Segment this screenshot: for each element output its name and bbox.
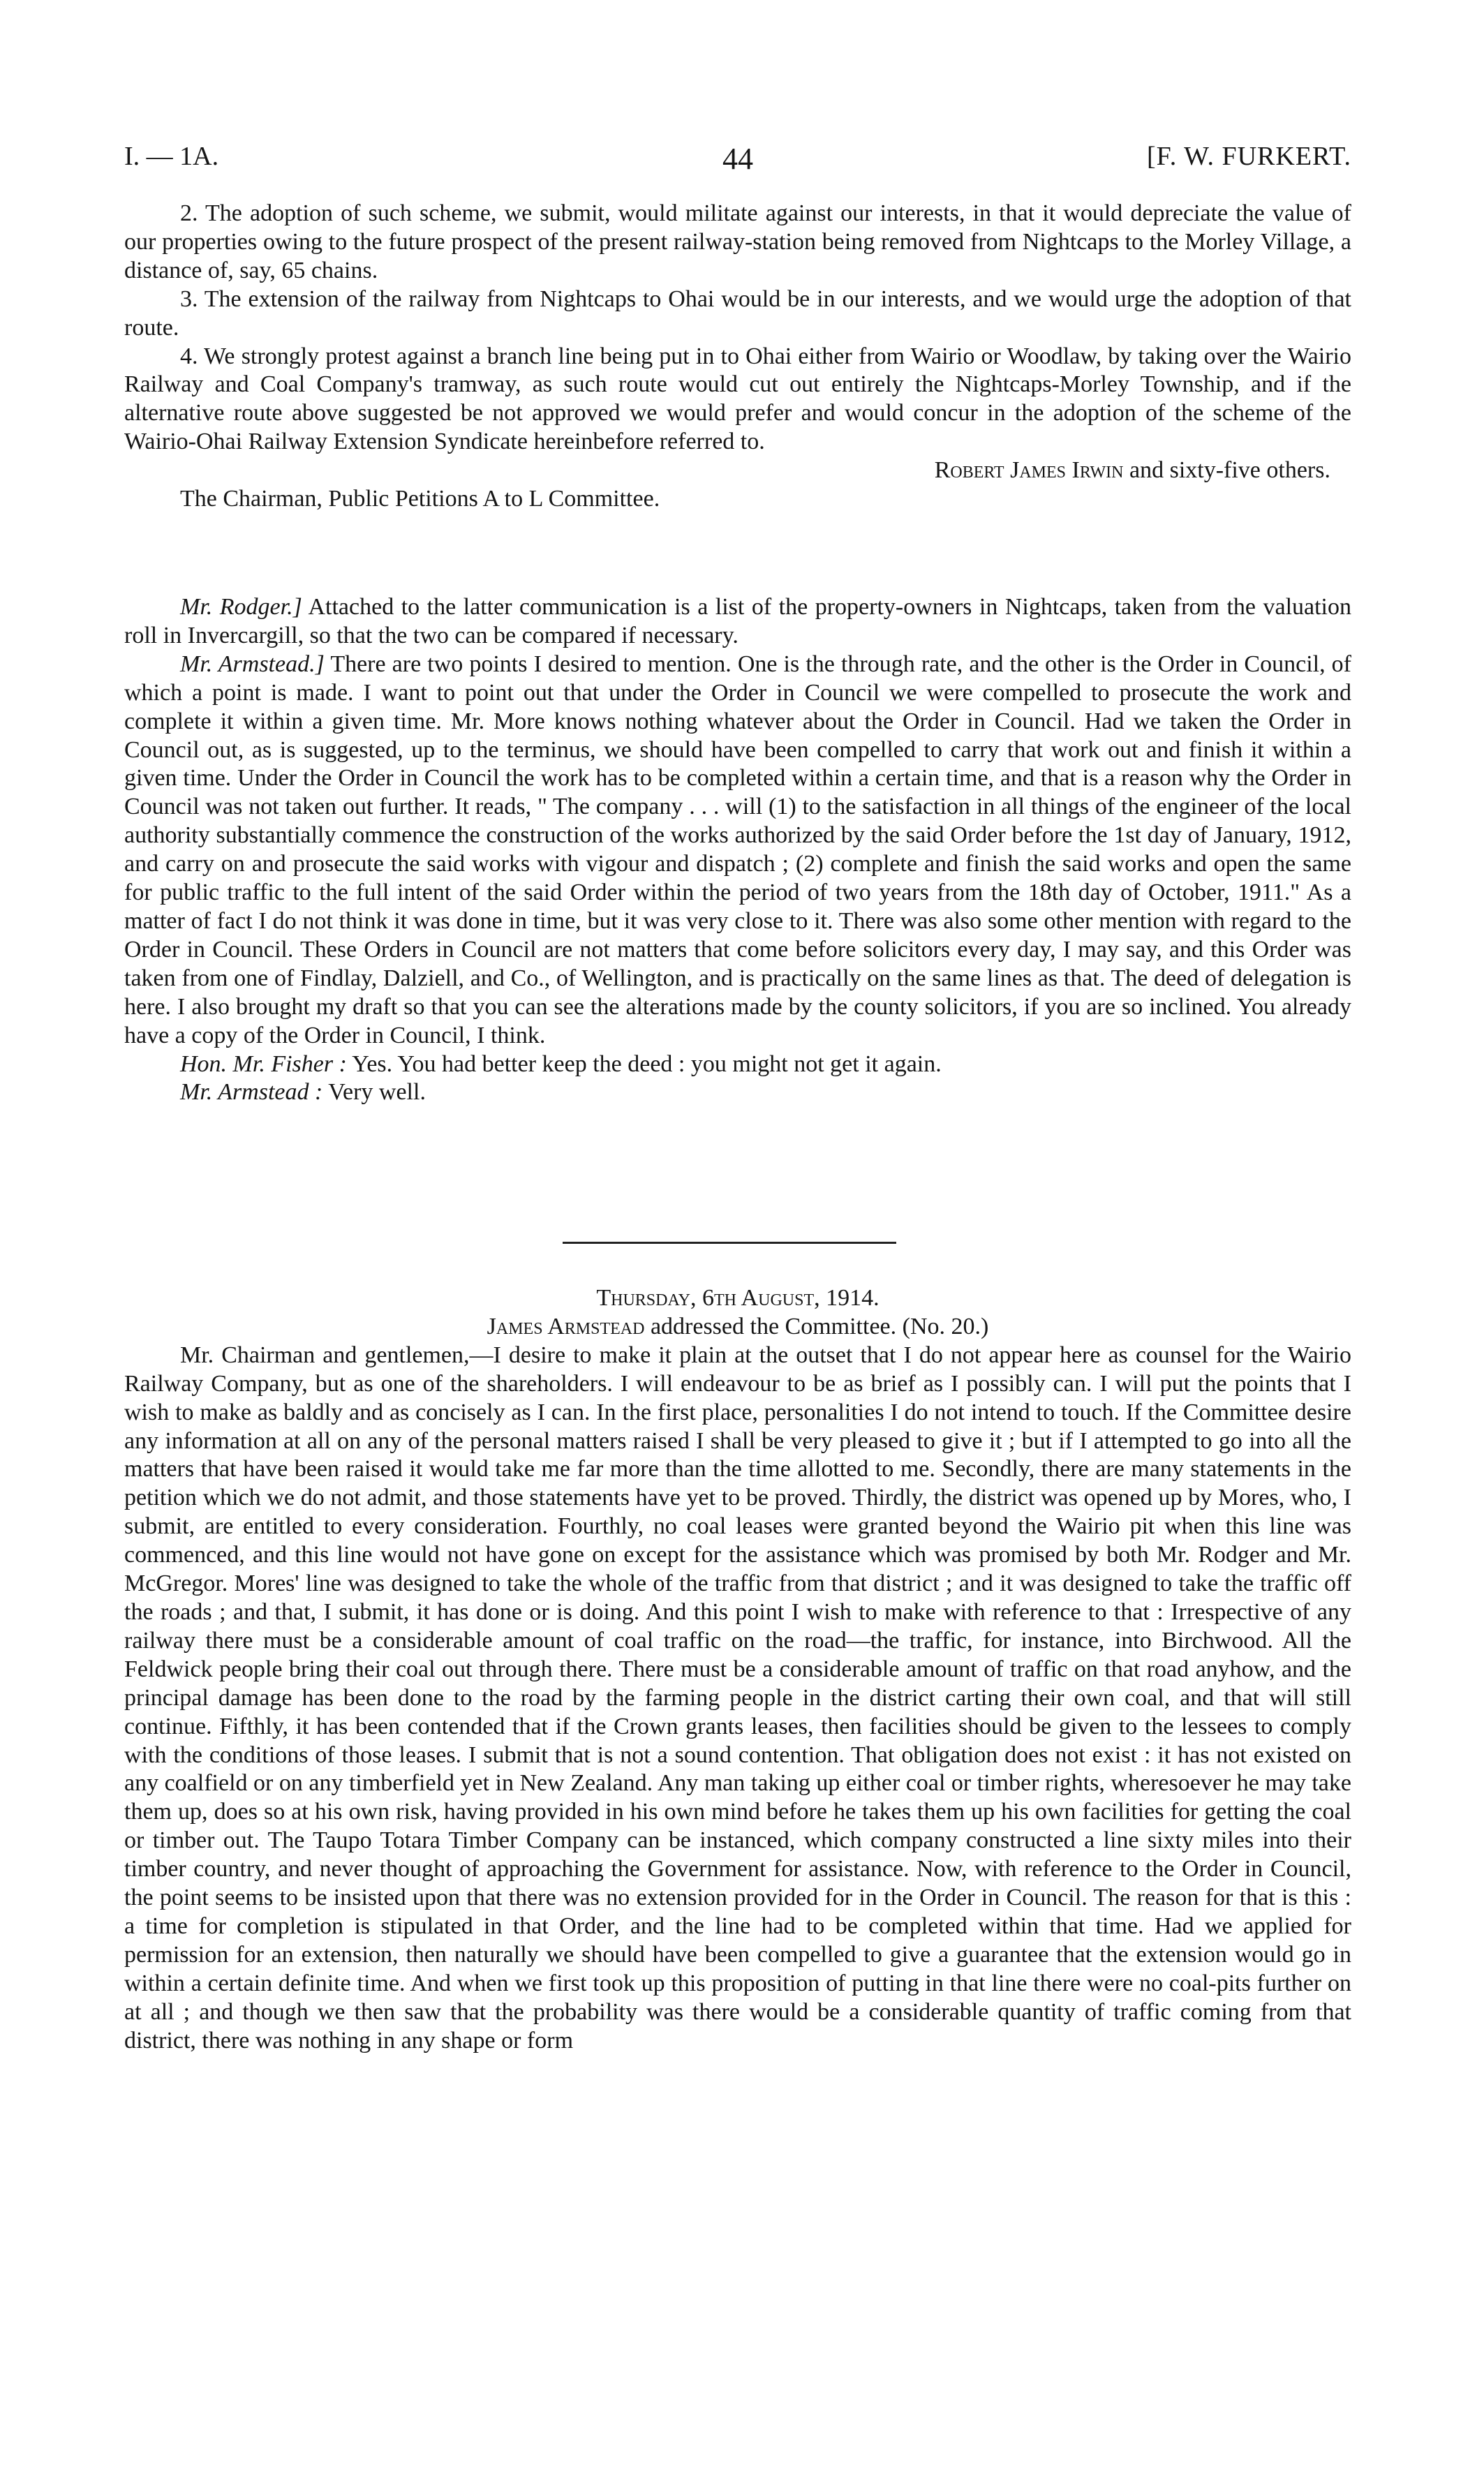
petition-addressee: The Chairman, Public Petitions A to L Committee. [180, 486, 660, 512]
speech-text: There are two points I desired to mention. One is the through rate, and the other is the Order in Council, of which a point is made. I want to point out that under the Order in Council we were compelled to prosecute the work and complete it within a given time. Mr. More knows nothing whatever about the Order in Council. Had we taken the Order in Council out, as is suggested, up to the terminus, we should have been compelled to carry that work out and finish it within a given time. Under the Order in Council the work has to be completed within a certain time, and that is a reason why the Order in Council was not taken out further. It reads, " The company . . . will (1) to the satisfaction in all things of the engineer of the local authority substantially commence the construction of the works authorized by the said Order before the 1st day of January, 1912, and carry on and prosecute the said works with vigour and dispatch ; (2) complete and finish the said works and open the same for public traffic to the full intent of the said Order within the period of two years from the 18th day of October, 1911." As a matter of fact I do not think it was done in time, but it was very close to it. There was also some other mention with regard to the Order in Council. These Orders in Council are not matters that come before solicitors every day, I may say, and this Order was taken from one of Findlay, Dalziell, and Co., of Wellington, and is practically on the same lines as that. The deed of delegation is here. I also brought my draft so that you can see the alterations made by the county solicitors, if you are so inclined. You already have a copy of the Order in Council, I think. [124, 651, 1352, 1048]
session-block [124, 1284, 1351, 2055]
witness-name: James Armstead [487, 1313, 645, 1339]
speech-text: Very well. [328, 1079, 426, 1106]
speaker-name: Hon. Mr. Fisher : [180, 1050, 347, 1077]
section-divider [563, 1242, 896, 1244]
page-header [124, 141, 1351, 183]
petition-signature [124, 456, 1351, 485]
speaker-name: Mr. Armstead.] [180, 651, 325, 677]
speech-paragraph [124, 593, 1351, 651]
petition-item: 3. The extension of the railway from Nightcaps to Ohai would be in our interests, and we would urge the adoption of that route. [124, 285, 1351, 341]
page-number: 44 [722, 142, 753, 176]
speech-paragraph [124, 651, 1351, 1050]
speaker-name: Mr. Rodger.] [180, 594, 302, 620]
speech-text: Yes. You had better keep the deed : you might not get it again. [352, 1050, 942, 1077]
speech-paragraph [124, 1050, 1351, 1079]
session-date: Thursday, 6th August, 1914. [596, 1285, 880, 1311]
parliamentary-paper-reference: I. — 1A. [124, 142, 219, 171]
signatory-rest: and sixty-five others. [1129, 457, 1330, 484]
speech-text: Attached to the latter communication is a list of the property-owners in Nightcaps, taken from the valuation roll in Invercargill, so that the two can be compared if necessary. [124, 594, 1351, 648]
signatory-name: Robert James Irwin [934, 457, 1124, 484]
discussion-block [124, 593, 1351, 1107]
witness-statement: Mr. Chairman and gentlemen,—I desire to make it plain at the outset that I do not appear here as counsel for the Wairio Railway Company, but as one of the shareholders. I will endeavour to be as brief as I possibly can. I will put the points that I wish to make as baldly and as concisely as I can. In the first place, personalities I do not intend to touch. If the Committee desire any information at all on any of the personal matters raised I shall be very pleased to give it ; but if I attempted to go into all the matters that have been raised it would take me far more than the time allotted to me. Secondly, there are many statements in the petition which we do not admit, and those statements have yet to be proved. Thirdly, the district was opened up by Mores, who, I submit, are entitled to every consideration. Fourthly, no coal leases were granted beyond the Wairio pit when this line was commenced, and this line would not have gone on except for the assistance which was promised by both Mr. Rodger and Mr. McGregor. Mores' line was designed to take the whole of the traffic from that district ; and it was designed to take the traffic off the roads ; and that, I submit, it has done or is doing. And this point I wish to make with reference to that : Irrespective of any railway there must be a considerable amount of coal traffic on the road—the traffic, for instance, into Birchwood. All the Feldwick people bring their coal out through there. There must be a considerable amount of traffic on that road anyhow, and the principal damage has been done to the road by the farming people in the district carting their own coal, and that will still continue. Fifthly, it has been contended that if the Crown grants leases, then facilities should be given to the lessees to comply with the conditions of those leases. I submit that is not a sound contention. That obligation does not exist : it has not existed on any coalfield or on any timberfield yet in New Zealand. Any man taking up either coal or timber rights, wheresoever he may take them up, does so at his own risk, having provided in his own mind before he takes them up his own facilities for getting the coal or timber out. The Taupo Totara Timber Company can be instanced, which company constructed a line sixty miles into their timber country, and never thought of approaching the Government for assistance. Now, with reference to the Order in Council, the point seems to be insisted upon that there was no extension provided for in the Order in Council. The reason for that is this : a time for completion is stipulated in that Order, and the line had to be completed within that time. Had we applied for permission for an extension, then naturally we should have been compelled to give a guarantee that the extension would go in within a certain definite time. And when we first took up this proposition of putting in that line there were no coal-pits further on at all ; and though we then saw that the probability was there would be a considerable quantity of traffic coming from that district, there was nothing in any shape or form [124, 1342, 1351, 2054]
speaker-name: Mr. Armstead : [180, 1079, 323, 1106]
petition-block [124, 200, 1351, 514]
witness-heading [124, 1313, 1351, 1342]
witness-rest: addressed the Committee. (No. 20.) [650, 1313, 989, 1339]
witness-running-head: [F. W. FURKERT. [1147, 142, 1351, 171]
speech-paragraph [124, 1078, 1351, 1107]
petition-item: 4. We strongly protest against a branch line being put in to Ohai either from Wairio or Woodlaw, by taking over the Wairio Railway and Coal Company's tramway, as such route would cut out entirely the Nightcaps-Morley Township, and if the alternative route above suggested be not approved we would prefer and would concur in the adoption of the scheme of the Wairio-Ohai Railway Extension Syndicate hereinbefore referred to. [124, 343, 1351, 455]
petition-item: 2. The adoption of such scheme, we submit, would militate against our interests, in that it would depreciate the value of our properties owing to the future prospect of the present railway-station being removed from Nightcaps to the Morley Village, a distance of, say, 65 chains. [124, 200, 1351, 283]
